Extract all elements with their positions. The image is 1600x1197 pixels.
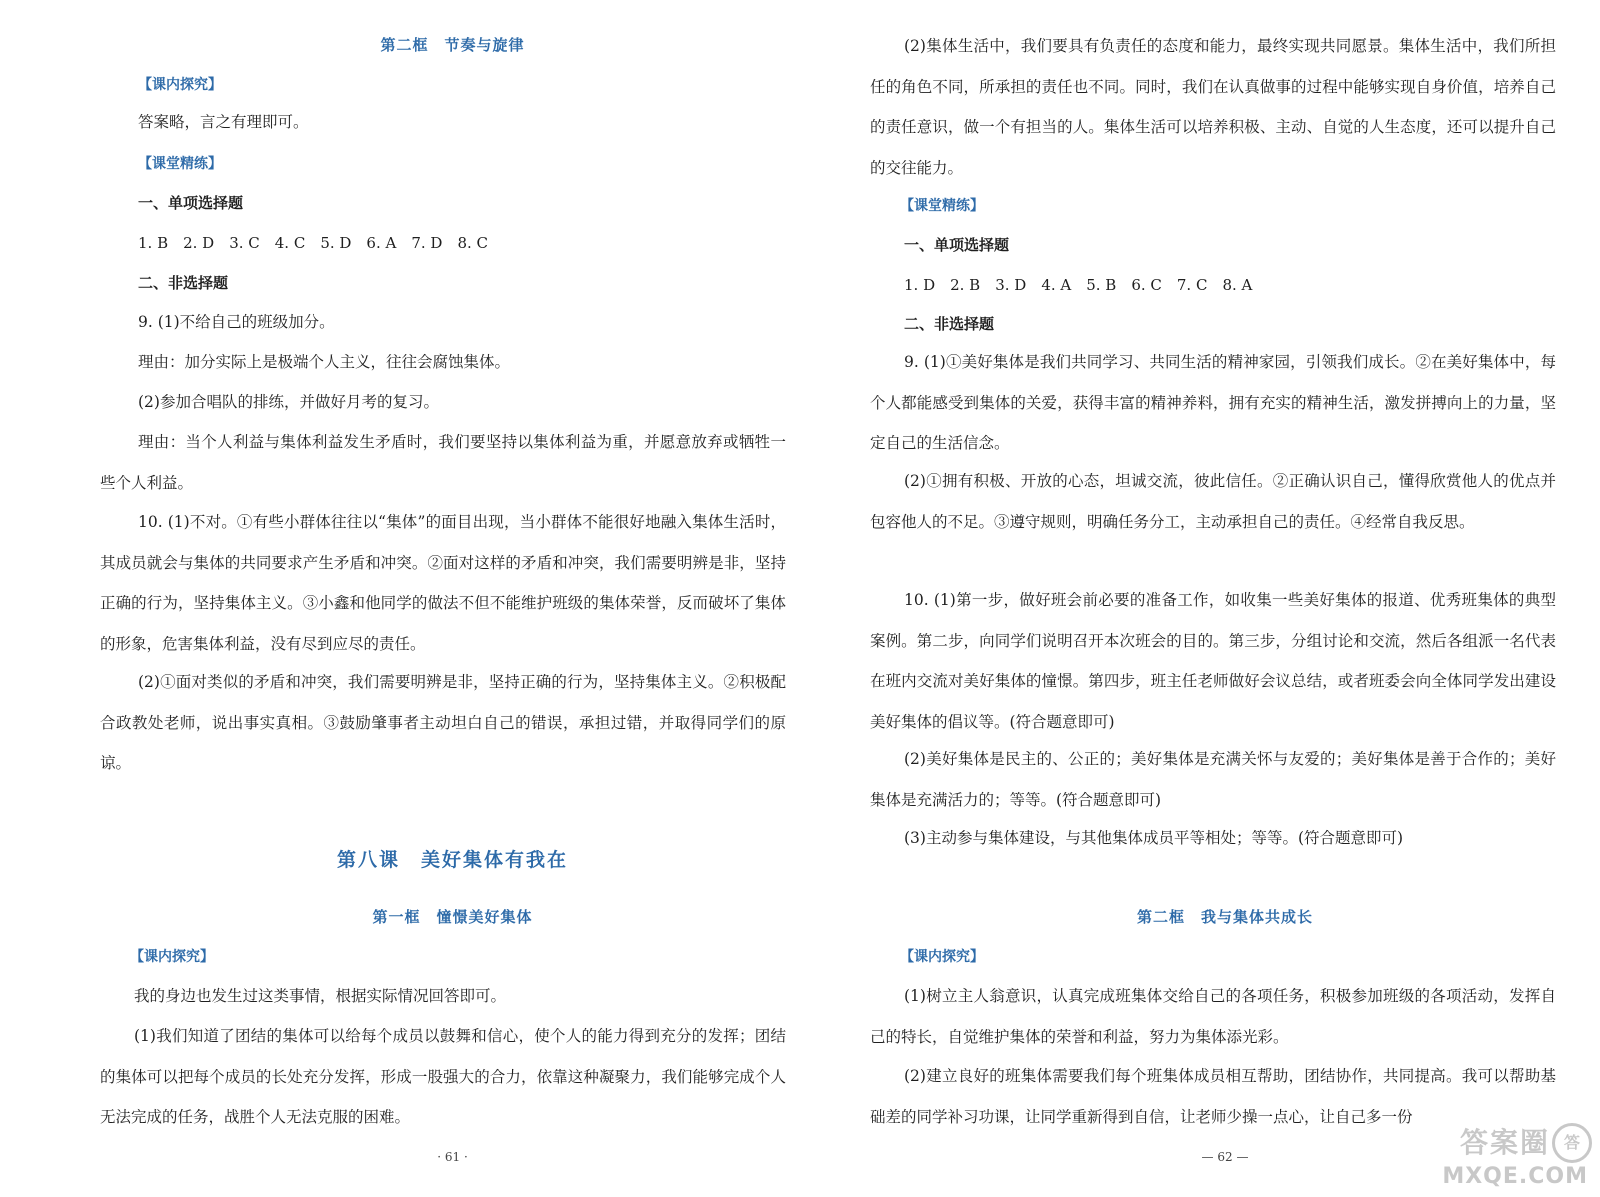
mc-heading: 一、单项选择题: [904, 236, 1010, 254]
mc-answers: 1. D 2. B 3. D 4. A 5. B 6. C 7. C 8. A: [904, 276, 1253, 294]
lesson-title: 第八课 美好集体有我在: [336, 849, 568, 871]
watermark-logo: [1422, 1121, 1592, 1191]
explore-answer-1: (1)树立主人翁意识，认真完成班集体交给自己的各项任务，积极参加班级的各项活动，发挥自己的特长，自觉维护集体的荣誉和利益，努力为集体添光彩。: [870, 987, 1556, 1046]
q9-part1: 9. (1)①美好集体是我们共同学习、共同生活的精神家园，引领我们成长。②在美好集体中，每个人都能感受到集体的关爱，获得丰富的精神养料，拥有充实的精神生活，激发拼搏向上的力量，坚定自己的生活信念。: [870, 353, 1556, 452]
q10-part1: 10. (1)第一步，做好班会前必要的准备工作，如收集一些美好集体的报道、优秀班集体的典型案例。第二步，向同学们说明召开本次班会的目的。第三步，分组讨论和交流，然后各组派一名代表在班内交流对美好集体的憧憬。第四步，班主任老师做好会议总结，或者班委会向全体同学发出建设美好集体的倡议等。(符合题意即可): [870, 591, 1556, 731]
explore2-answer: (1)我们知道了团结的集体可以给每个成员以鼓舞和信心，使个人的能力得到充分的发挥；团结的集体可以把每个成员的长处充分发挥，形成一股强大的合力，依靠这种凝聚力，我们能够完成个人无法完成的任务，战胜个人无法克服的困难。: [100, 1027, 786, 1126]
non-mc-heading: 二、非选择题: [138, 274, 229, 292]
tag-practice: 【课堂精练】: [138, 156, 222, 172]
q10-part1: 10. (1)不对。①有些小群体往往以“集体”的面目出现，当小群体不能很好地融入集体生活时，其成员就会与集体的共同要求产生矛盾和冲突。②面对这样的矛盾和冲突，我们需要明辨是非，坚持正确的行为，坚持集体主义。③小鑫和他同学的做法不但不能维护班级的集体荣誉，反而破坏了集体的形象，危害集体利益，没有尽到应尽的责任。: [100, 513, 786, 653]
q9-part2: (2)参加合唱队的排练，并做好月考的复习。: [138, 393, 439, 411]
q9-part1: 9. (1)不给自己的班级加分。: [138, 313, 335, 331]
explore-answer-2: (2)建立良好的班集体需要我们每个班集体成员相互帮助，团结协作，共同提高。我可以帮助基础差的同学补习功课，让同学重新得到自信，让老师少操一点心，让自己多一份: [870, 1067, 1556, 1126]
q9-part2: (2)①拥有积极、开放的心态，坦诚交流，彼此信任。②正确认识自己，懂得欣赏他人的优点并包容他人的不足。③遵守规则，明确任务分工，主动承担自己的责任。④经常自我反思。: [870, 472, 1556, 531]
q10-part3: (3)主动参与集体建设，与其他集体成员平等相处；等等。(符合题意即可): [904, 829, 1404, 847]
section-title-2: 第一框 憧憬美好集体: [372, 908, 533, 926]
explore2-intro: 我的身边也发生过这类事情，根据实际情况回答即可。: [134, 987, 507, 1005]
tag-practice: 【课堂精练】: [900, 198, 984, 214]
tag-explore-2: 【课内探究】: [130, 949, 214, 965]
q10-part2: (2)美好集体是民主的、公正的；美好集体是充满关怀与友爱的；美好集体是善于合作的；美好集体是充满活力的；等等。(符合题意即可): [870, 750, 1556, 809]
watermark-brand: 答案圈: [1459, 1126, 1550, 1159]
page-number: — 62 —: [1201, 1150, 1249, 1164]
left-page: [100, 0, 805, 1197]
watermark-seal-icon: 答: [1552, 1123, 1592, 1163]
q9-part1-reason: 理由：加分实际上是极端个人主义，往往会腐蚀集体。: [138, 353, 511, 371]
tag-explore: 【课内探究】: [900, 949, 984, 965]
q9-part2-reason: 理由：当个人利益与集体利益发生矛盾时，我们要坚持以集体利益为重，并愿意放弃或牺牲一些个人利益。: [100, 433, 786, 492]
non-mc-heading: 二、非选择题: [904, 315, 995, 333]
watermark-url: MXQE.COM: [1442, 1164, 1588, 1189]
section-title: 第二框 节奏与旋律: [380, 36, 525, 54]
mc-heading: 一、单项选择题: [138, 194, 244, 212]
tag-explore: 【课内探究】: [138, 77, 222, 93]
right-page: [870, 0, 1580, 1197]
explore-answer: 答案略，言之有理即可。: [138, 113, 309, 131]
carryover-paragraph: (2)集体生活中，我们要具有负责任的态度和能力，最终实现共同愿景。集体生活中，我们所担任的角色不同，所承担的责任也不同。同时，我们在认真做事的过程中能够实现自身价值，培养自己的责任意识，做一个有担当的人。集体生活可以培养积极、主动、自觉的人生态度，还可以提升自己的交往能力。: [870, 37, 1556, 177]
q10-part2: (2)①面对类似的矛盾和冲突，我们需要明辨是非，坚持正确的行为，坚持集体主义。②积极配合政教处老师，说出事实真相。③鼓励肇事者主动坦白自己的错误，承担过错，并取得同学们的原谅。: [100, 673, 786, 772]
page-number: · 61 ·: [437, 1150, 468, 1164]
section-title: 第二框 我与集体共成长: [1136, 908, 1313, 926]
mc-answers: 1. B 2. D 3. C 4. C 5. D 6. A 7. D 8. C: [138, 234, 489, 252]
